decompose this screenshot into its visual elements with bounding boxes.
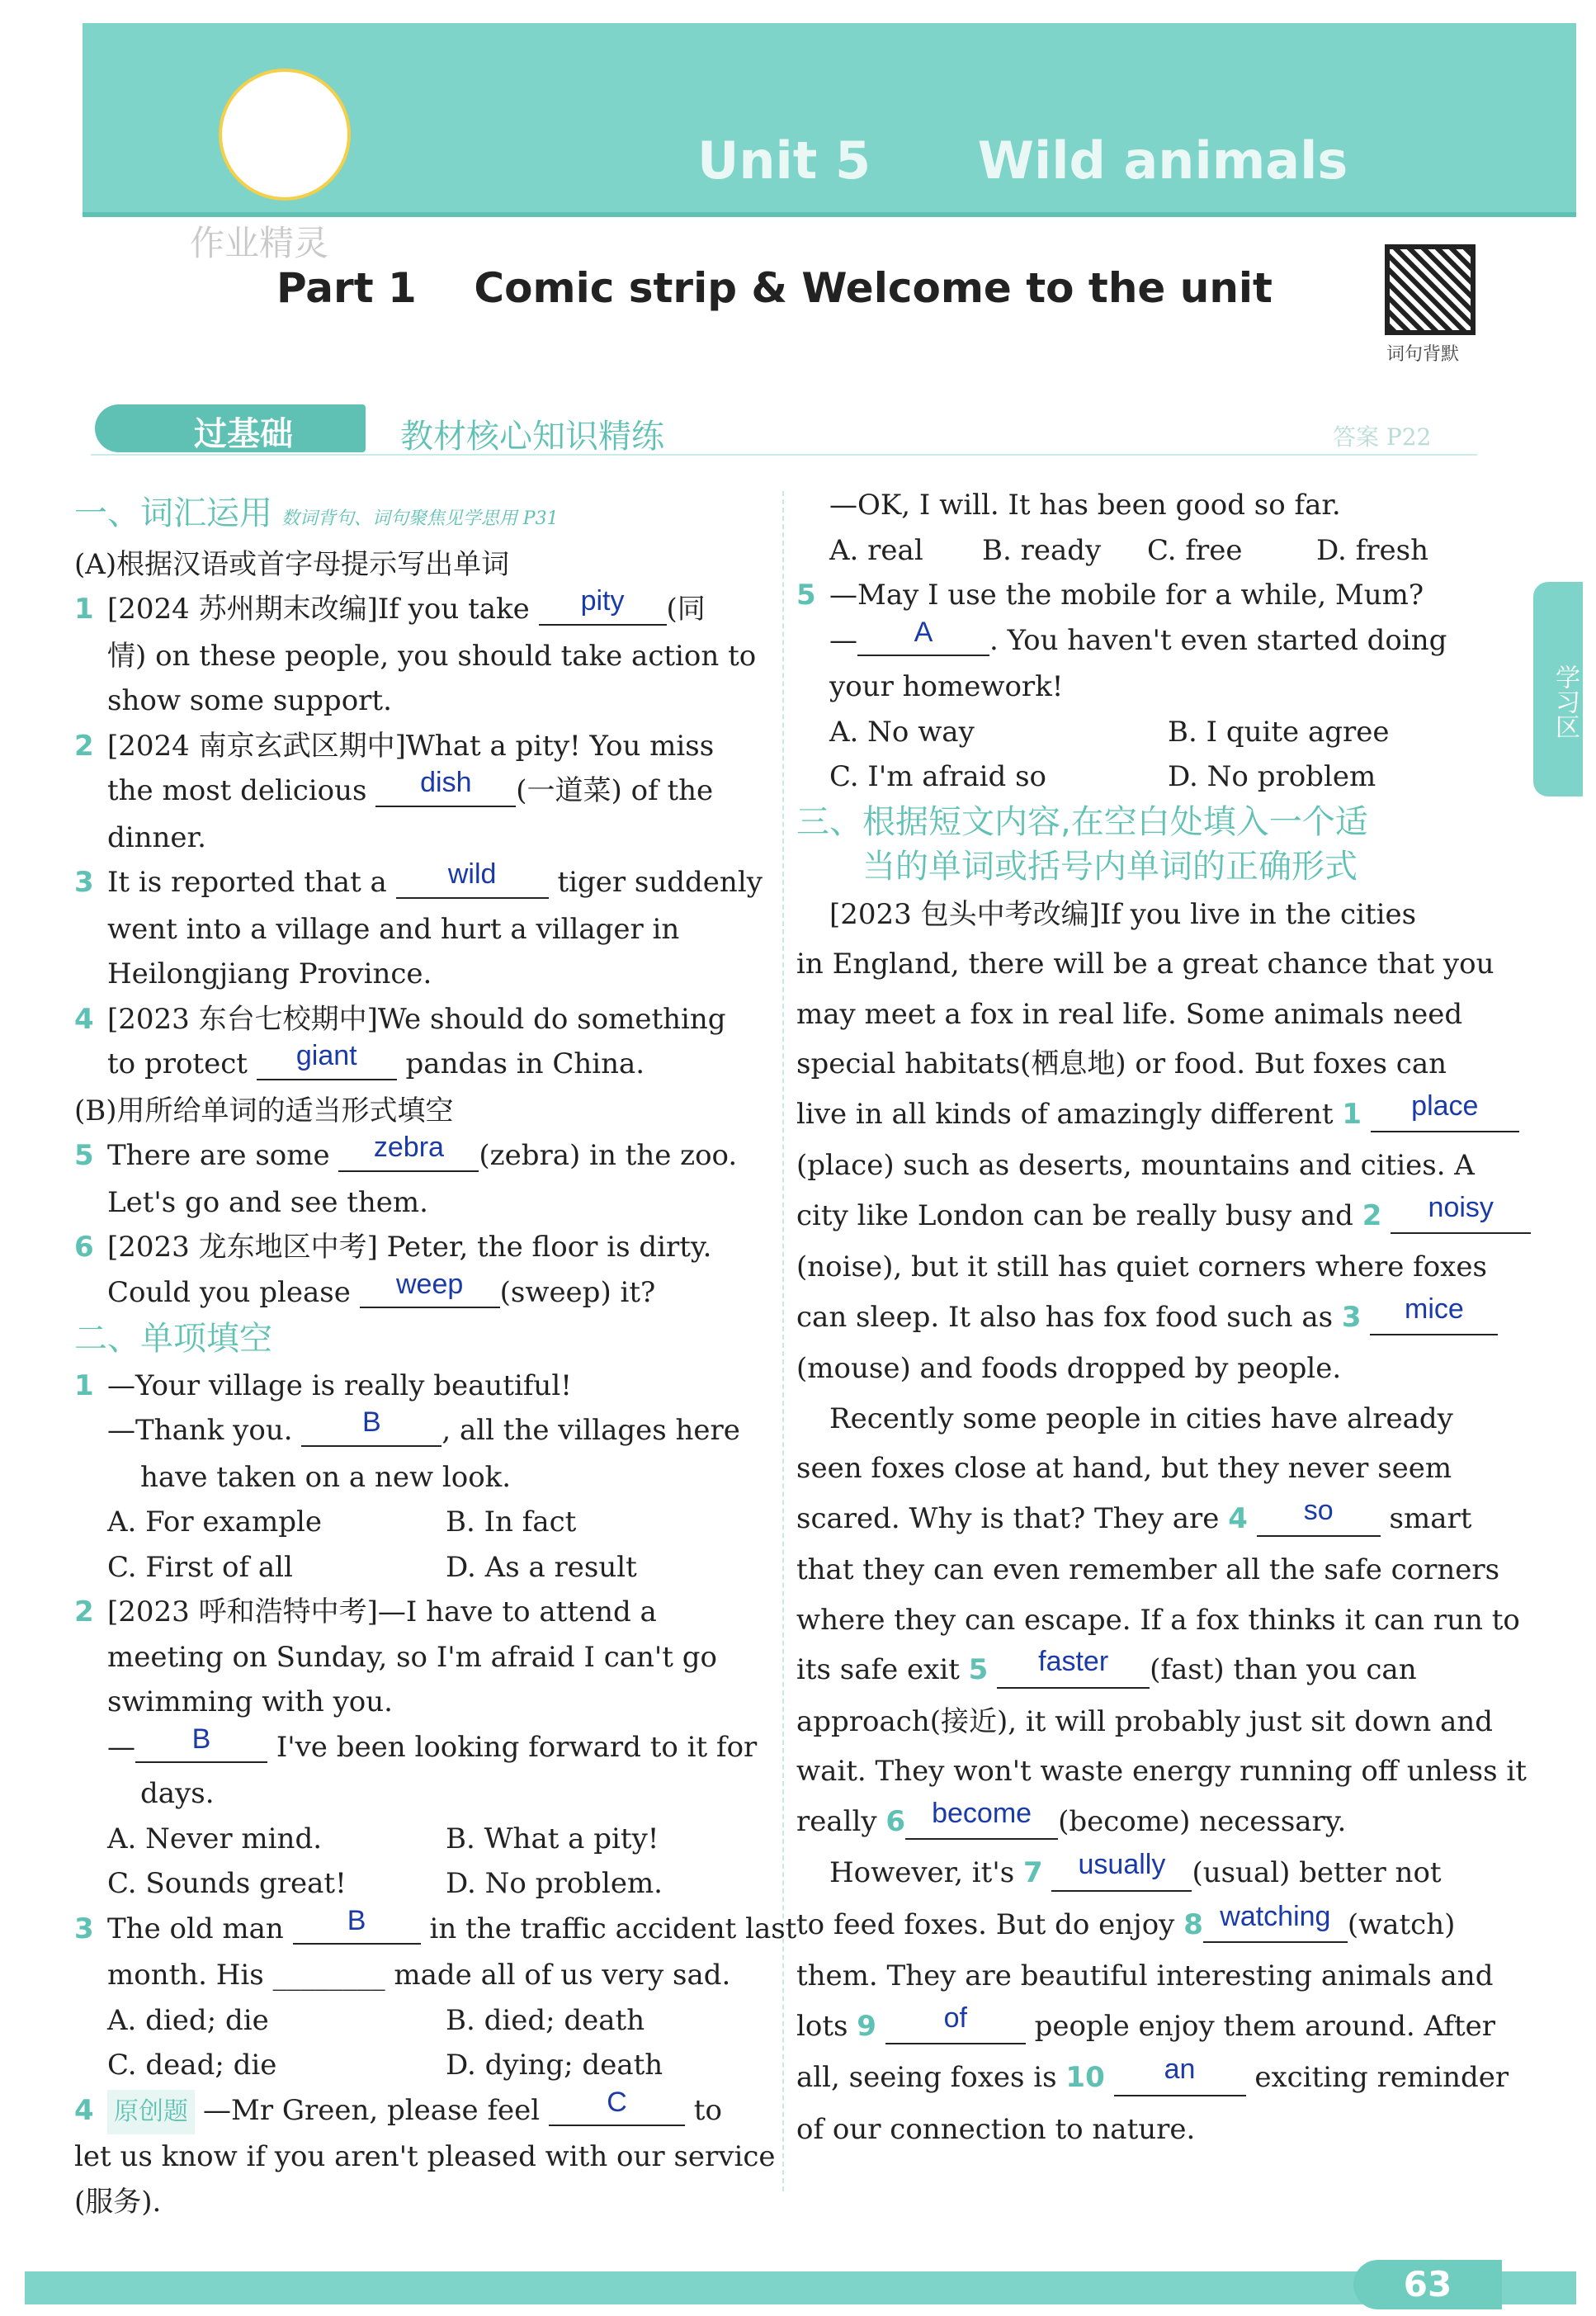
question-text: Let's go and see them. [107,1185,428,1219]
part-title: Part 1 Comic strip & Welcome to the unit [276,264,1273,312]
question-text: —Mr Green, please feel [203,2093,541,2127]
section-heading-vocab: 一、词汇运用 [74,494,272,532]
question-text: in the traffic accident last [429,1912,797,1945]
passage-line: really [796,1804,877,1838]
subsection-a-title: (A)根据汉语或首字母提示写出单词 [74,547,510,581]
passage-line: Recently some people in cities have already [829,1401,1453,1435]
question-text: days. [140,1777,215,1810]
question-text: have taken on a new look. [140,1460,512,1494]
blank-number: 2 [1362,1198,1382,1232]
question-text: let us know if you aren't pleased with our service [74,2140,776,2173]
left-column [74,491,797,2224]
option-c[interactable]: C. free [1147,533,1243,567]
passage-line: to feed foxes. But do enjoy [796,1907,1175,1941]
question-number: 1 [74,1368,94,1402]
question-number: 6 [74,1231,94,1264]
option-d[interactable]: D. As a result [446,1550,637,1584]
blank-number: 8 [1183,1907,1203,1941]
passage-line: can sleep. It also has fox food such as [796,1300,1334,1334]
option-d[interactable]: D. No problem. [446,1867,663,1900]
footer-bar [25,2271,1576,2304]
blank-number: 7 [1022,1856,1043,1889]
answer-blank[interactable]: B [135,1717,267,1764]
passage-line: in England, there will be a great chance that you [796,948,1494,981]
passage-line: that they can even remember all the safe corners [796,1553,1500,1586]
passage-line: where they can escape. If a fox thinks it can run to [796,1603,1520,1637]
section-note: 数词背句、词句聚焦见学思用 P31 [281,508,559,529]
blank-number: 9 [857,2009,876,2043]
question-number: 3 [74,1912,94,1945]
option-a[interactable]: A. Never mind. [107,1822,323,1855]
passage-line: (noise), but it still has quiet corners where foxes [796,1250,1487,1283]
section-tag [95,404,366,452]
option-a[interactable]: A. No way [829,715,975,749]
question-text: to [693,2093,722,2127]
question-text: show some support. [107,684,392,717]
option-c[interactable]: C. I'm afraid so [829,760,1046,793]
passage-line: live in all kinds of amazingly different [796,1097,1334,1131]
passage-line: (place) such as deserts, mountains and cities. A [796,1149,1475,1182]
question-text: —Your village is really beautiful! [107,1368,572,1402]
question-text: Could you please [107,1275,351,1309]
passage-line: people enjoy them around. After [1034,2009,1496,2043]
passage-line: them. They are beautiful interesting animals and [796,1959,1494,1992]
question-text: [2023 呼和浩特中考]—I have to attend a [107,1595,657,1628]
option-d[interactable]: D. No problem [1168,760,1376,793]
answer-blank[interactable]: wild [396,852,549,899]
passage-line: city like London can be really busy and [796,1198,1353,1232]
passage-line: its safe exit [796,1653,960,1686]
question-text: (zebra) in the zoo. [479,1139,738,1172]
question-text: I've been looking forward to it for [276,1730,758,1764]
passage-line: approach(接近), it will probably just sit down and [796,1704,1494,1738]
answer-blank[interactable]: B [293,1898,421,1945]
question-number: 2 [74,1595,94,1628]
qr-label: 词句背默 [1386,344,1460,365]
question-text: your homework! [829,670,1064,703]
answer-blank[interactable]: noisy [1391,1183,1531,1235]
question-text: —OK, I will. It has been good so far. [829,489,1341,522]
passage-line: special habitats(栖息地) or food. But foxes can [796,1047,1447,1080]
option-b[interactable]: B. I quite agree [1168,715,1390,749]
blank-number: 6 [885,1804,906,1838]
blank-number: 10 [1065,2061,1105,2094]
question-text: [2023 龙东地区中考] Peter, the floor is dirty. [107,1231,712,1264]
answer-blank[interactable]: become [905,1789,1058,1841]
question-number: 5 [74,1139,94,1172]
subsection-b-title: (B)用所给单词的适当形式填空 [74,1094,454,1127]
option-d[interactable]: D. fresh [1316,533,1428,567]
answer-reference: 答案 P22 [1333,423,1432,451]
question-text: dinner. [107,820,206,854]
passage-line: smart [1389,1501,1472,1535]
answer-blank[interactable]: watching [1203,1892,1348,1944]
qr-code-icon[interactable] [1385,244,1476,335]
question-text: meeting on Sunday, so I'm afraid I can't go [107,1640,717,1674]
question-text: the most delicious [107,774,367,807]
answer-blank[interactable]: so [1257,1486,1381,1538]
option-a[interactable]: A. died; die [107,2003,269,2037]
passage-line: may meet a fox in real life. Some animals need [796,997,1463,1031]
section-heading-choice: 二、单项填空 [74,1320,272,1358]
passage-line: (fast) than you can [1150,1653,1417,1686]
passage-line: (usual) better not [1192,1856,1442,1889]
side-tab: 学习区 [1533,582,1583,796]
question-text: (一道菜) of the [516,774,714,807]
answer-blank[interactable]: B [301,1400,441,1447]
passage-line: lots [796,2009,848,2043]
answer-blank[interactable]: pity [539,579,667,626]
question-number: 4 [74,1002,94,1036]
option-a[interactable]: A. For example [107,1505,322,1538]
section-heading-passage: 三、根据短文内容,在空白处填入一个适 [796,802,1368,841]
passage-line: exciting reminder [1254,2061,1509,2094]
unit-banner [83,23,1576,217]
option-b[interactable]: B. In fact [446,1505,577,1538]
question-text: There are some [107,1139,330,1172]
passage-line: (become) necessary. [1058,1804,1347,1838]
option-d[interactable]: D. dying; death [446,2049,663,2082]
original-question-tag: 原创题 [107,2090,195,2135]
question-text: [2023 东台七校期中]We should do something [107,1002,726,1036]
question-text: —May I use the mobile for a while, Mum? [829,579,1424,612]
passage-line: [2023 包头中考改编]If you live in the cities [829,897,1417,931]
answer-blank[interactable]: faster [997,1637,1150,1689]
answer-blank[interactable]: usually [1051,1840,1192,1892]
answer-blank[interactable]: C [549,2080,685,2127]
question-number: 1 [74,593,94,626]
passage-line: seen foxes close at hand, but they never seem [796,1452,1452,1485]
blank-number: 3 [1341,1300,1362,1334]
question-text: went into a village and hurt a villager in [107,912,680,946]
question-text: 情) on these people, you should take action to [107,639,757,673]
watermark-logo: 作业精灵 [190,223,329,263]
blank-number: 4 [1228,1501,1248,1535]
question-text: Heilongjiang Province. [107,957,432,990]
passage-line: wait. They won't waste energy running off unless it [796,1755,1527,1788]
question-text: month. His ________ made all of us very sad. [107,1959,731,1992]
question-number: 5 [796,579,816,612]
page-number: 63 [1353,2260,1502,2309]
question-text: (服务). [74,2185,162,2219]
option-b[interactable]: B. died; death [446,2003,645,2037]
passage-line: scared. Why is that? They are [796,1501,1220,1535]
answer-blank[interactable]: zebra [338,1125,479,1172]
question-text: swimming with you. [107,1685,393,1718]
question-text: . You haven't even started doing [989,623,1447,657]
answer-blank[interactable]: of [885,1993,1026,2045]
option-c[interactable]: C. Sounds great! [107,1867,347,1900]
section-subtitle: 教材核心知识精练 [400,418,664,456]
passage-line: of our connection to nature. [796,2112,1196,2146]
question-number: 2 [74,729,94,763]
question-text: [2024 南京玄武区期中]What a pity! You miss [107,729,715,763]
question-text: (sweep) it? [499,1275,656,1309]
question-text: — [829,623,857,657]
answer-blank[interactable]: dish [375,760,516,807]
option-b[interactable]: B. What a pity! [446,1822,659,1855]
question-text: to protect [107,1047,248,1080]
blank-number: 1 [1342,1097,1362,1131]
blank-number: 5 [968,1653,989,1686]
passage-line: However, it's [829,1856,1015,1889]
passage-line: (watch) [1347,1907,1456,1941]
question-text: The old man [107,1912,284,1945]
unit-title: Unit 5 Wild animals [697,130,1348,191]
option-a[interactable]: A. real [829,533,923,567]
answer-blank[interactable]: A [857,610,989,657]
passage-line: all, seeing foxes is [796,2061,1057,2094]
question-text: tiger suddenly [557,866,763,899]
question-text: [2024 苏州期末改编]If you take [107,593,530,626]
answer-blank[interactable]: an [1114,2044,1246,2096]
option-b[interactable]: B. ready [982,533,1102,567]
right-column [796,483,1527,2154]
question-text: — [107,1730,135,1764]
answer-blank[interactable]: place [1371,1081,1519,1133]
answer-blank[interactable]: weep [360,1262,500,1309]
star-mascot-icon [219,69,351,201]
question-text: (同 [666,593,706,626]
question-number: 4 [74,2093,94,2127]
question-text: It is reported that a [107,866,387,899]
question-text: pandas in China. [405,1047,645,1080]
answer-blank[interactable]: giant [257,1033,397,1080]
passage-line: (mouse) and foods dropped by people. [796,1352,1342,1385]
section-tag-label: 过基础 [194,415,293,453]
section-heading-passage-cont: 当的单词或括号内单词的正确形式 [862,848,1358,886]
option-c[interactable]: C. First of all [107,1550,293,1584]
answer-blank[interactable]: mice [1370,1284,1498,1336]
question-number: 3 [74,866,94,899]
question-text: —Thank you. [107,1414,293,1447]
question-text: , all the villages here [441,1414,740,1447]
option-c[interactable]: C. dead; die [107,2049,277,2082]
